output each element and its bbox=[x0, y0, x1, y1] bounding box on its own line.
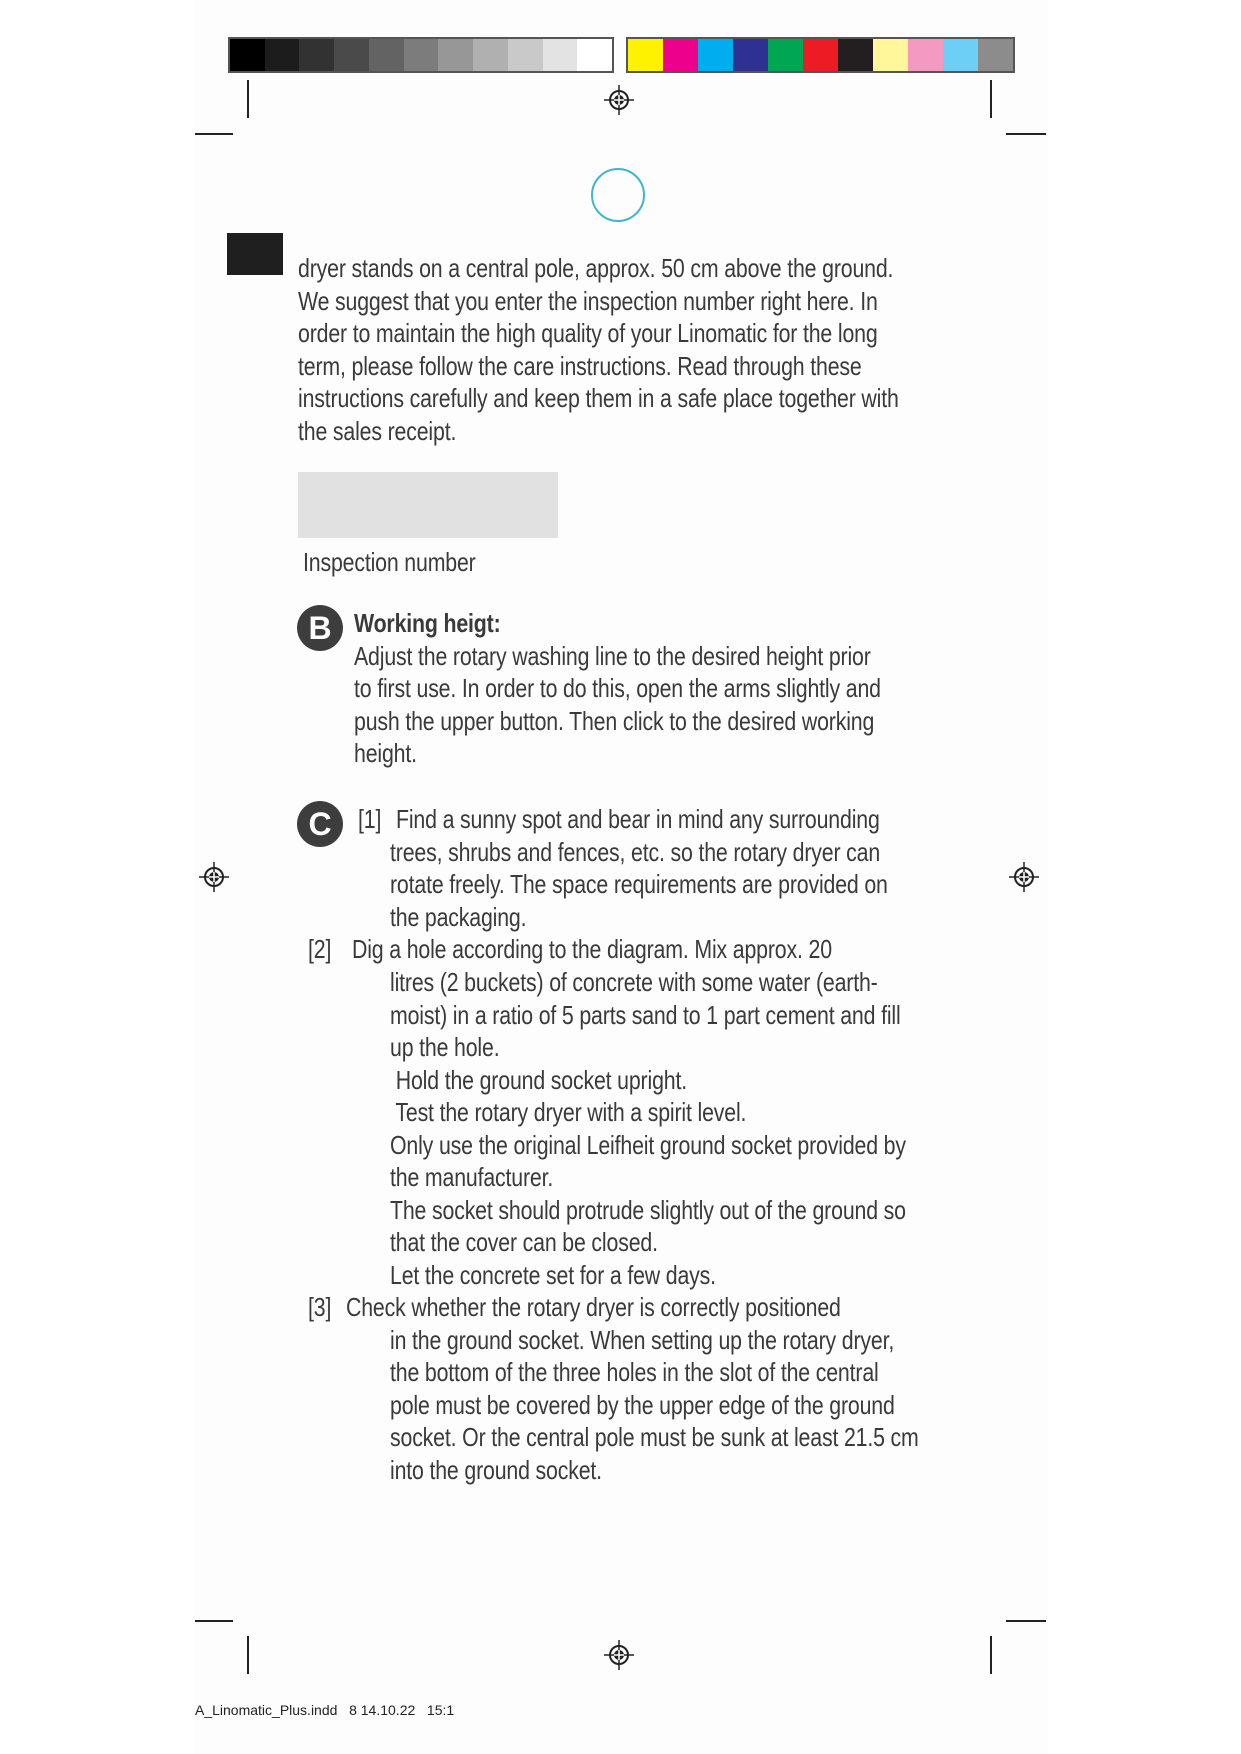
section-b-line: push the upper button. Then click to the desired working bbox=[354, 705, 875, 736]
gray-swatch bbox=[230, 39, 265, 71]
crop-mark-top-right-v bbox=[990, 80, 992, 118]
section-c-badge: C bbox=[297, 801, 343, 847]
step-2-line: Test the rotary dryer with a spirit level. bbox=[390, 1097, 747, 1127]
color-swatch bbox=[768, 39, 803, 71]
step-2-line: Hold the ground socket upright. bbox=[390, 1065, 687, 1095]
color-swatch bbox=[663, 39, 698, 71]
gray-swatch bbox=[508, 39, 543, 71]
gray-swatch bbox=[265, 39, 300, 71]
step-2-line: The socket should protrude slightly out of the ground so bbox=[390, 1195, 906, 1225]
gray-swatch bbox=[473, 39, 508, 71]
section-b-heading: Working heigt: bbox=[354, 608, 501, 638]
registration-mark-icon bbox=[604, 1640, 634, 1670]
step-2-line: Let the concrete set for a few days. bbox=[390, 1260, 716, 1290]
gray-swatch bbox=[577, 39, 612, 71]
step-3-line: in the ground socket. When setting up the rotary dryer, bbox=[390, 1325, 895, 1355]
gray-swatch bbox=[369, 39, 404, 71]
page-tab-marker bbox=[227, 233, 283, 275]
step-1-line: rotate freely. The space requirements are provided on bbox=[390, 869, 888, 899]
color-swatch bbox=[698, 39, 733, 71]
step-2-line: the manufacturer. bbox=[390, 1162, 554, 1192]
color-swatch bbox=[908, 39, 943, 71]
color-control-bar bbox=[626, 37, 1015, 73]
crop-mark-bottom-right-v bbox=[990, 1636, 992, 1674]
step-1-number: [1] bbox=[358, 804, 382, 834]
step-3-line: the bottom of the three holes in the slot of the central bbox=[390, 1357, 879, 1387]
intro-line: the sales receipt. bbox=[298, 415, 457, 446]
color-swatch bbox=[803, 39, 838, 71]
crop-mark-bottom-right-h bbox=[1006, 1620, 1046, 1622]
gray-swatch bbox=[543, 39, 578, 71]
intro-line: dryer stands on a central pole, approx. 50 cm above the ground. bbox=[298, 253, 894, 283]
step-3-first-line: Check whether the rotary dryer is correctly positioned bbox=[346, 1292, 841, 1322]
color-swatch bbox=[873, 39, 908, 71]
crop-mark-bottom-left-h bbox=[195, 1620, 233, 1622]
print-slug: A_Linomatic_Plus.indd 8 14.10.22 15:1 bbox=[195, 1702, 455, 1718]
step-3-number: [3] bbox=[308, 1292, 332, 1322]
step-2-line: Only use the original Leifheit ground socket provided by bbox=[390, 1130, 906, 1160]
inspection-number-label: Inspection number bbox=[303, 547, 476, 577]
registration-mark-icon bbox=[604, 85, 634, 115]
color-swatch bbox=[628, 39, 663, 71]
color-swatch bbox=[838, 39, 873, 71]
intro-paragraph bbox=[298, 252, 899, 448]
gray-swatch bbox=[404, 39, 439, 71]
section-b-line: height. bbox=[354, 738, 417, 769]
crop-mark-top-right-h bbox=[1006, 133, 1046, 135]
step-1-line: the packaging. bbox=[390, 902, 527, 932]
gray-swatch bbox=[334, 39, 369, 71]
color-swatch bbox=[733, 39, 768, 71]
intro-line: We suggest that you enter the inspection number right here. In bbox=[298, 285, 878, 316]
section-b-line: Adjust the rotary washing line to the desired height prior bbox=[354, 640, 871, 671]
step-2-first-line: Dig a hole according to the diagram. Mix approx. 20 bbox=[352, 934, 832, 964]
color-swatch bbox=[943, 39, 978, 71]
print-circle-mark bbox=[591, 168, 645, 222]
gray-swatch bbox=[299, 39, 334, 71]
section-b-line: to first use. In order to do this, open the arms slightly and bbox=[354, 673, 881, 704]
step-2-line: litres (2 buckets) of concrete with some water (earth- bbox=[390, 967, 878, 997]
step-1-first-line: Find a sunny spot and bear in mind any surrounding bbox=[396, 804, 880, 834]
registration-mark-icon bbox=[1009, 862, 1039, 892]
crop-mark-bottom-left-v bbox=[247, 1636, 249, 1674]
intro-line: term, please follow the care instructions. Read through these bbox=[298, 350, 862, 381]
step-2-line: that the cover can be closed. bbox=[390, 1227, 658, 1257]
gray-swatch bbox=[438, 39, 473, 71]
step-1-line: trees, shrubs and fences, etc. so the rotary dryer can bbox=[390, 837, 881, 867]
step-3-line: pole must be covered by the upper edge of the ground bbox=[390, 1390, 895, 1420]
step-2-line: moist) in a ratio of 5 parts sand to 1 part cement and fill bbox=[390, 1000, 901, 1030]
step-2-number: [2] bbox=[308, 934, 332, 964]
section-b-body bbox=[354, 607, 881, 770]
section-b-badge: B bbox=[297, 605, 343, 651]
inspection-number-field[interactable] bbox=[298, 472, 558, 538]
crop-mark-top-left-v bbox=[247, 80, 249, 118]
crop-mark-top-left-h bbox=[195, 133, 233, 135]
step-3-line: into the ground socket. bbox=[390, 1455, 602, 1485]
color-swatch bbox=[978, 39, 1013, 71]
step-3-line: socket. Or the central pole must be sunk at least 21.5 cm bbox=[390, 1422, 919, 1452]
registration-mark-icon bbox=[199, 862, 229, 892]
step-2-line: up the hole. bbox=[390, 1032, 500, 1062]
intro-line: instructions carefully and keep them in a safe place together with bbox=[298, 383, 899, 414]
intro-line: order to maintain the high quality of your Linomatic for the long bbox=[298, 318, 878, 349]
gray-scale-bar bbox=[228, 37, 614, 73]
